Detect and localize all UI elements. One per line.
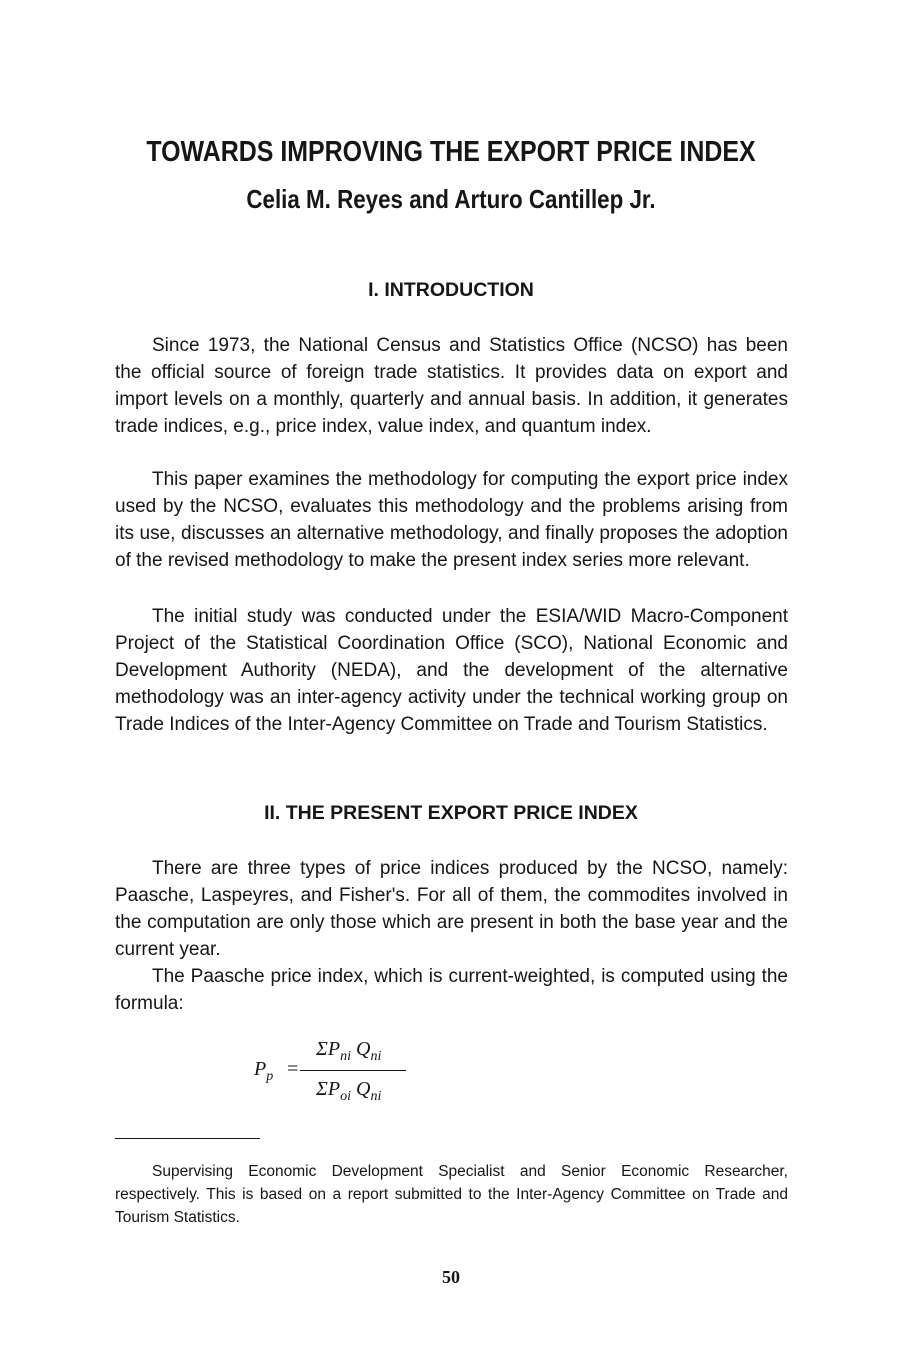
footnote-rule — [115, 1138, 260, 1139]
formula-numerator — [316, 1038, 381, 1065]
denominator-q-subscript: ni — [370, 1089, 382, 1104]
formula-lhs — [254, 1058, 273, 1085]
intro-paragraph-2: This paper examines the methodology for computing the export price index used by the NCSO, evaluates this methodology and the problems arising from its use, discusses an alternative methodology, and finally proposes the adoption of the revised methodology to make the present index series more relevant. — [115, 469, 788, 571]
page-number: 50 — [442, 1267, 460, 1287]
numerator-sigma-p: ΣP — [316, 1038, 341, 1060]
paper-title: TOWARDS IMPROVING THE EXPORT PRICE INDEX — [146, 136, 756, 168]
formula-denominator — [316, 1078, 381, 1105]
present-index-paragraph-2: The Paasche price index, which is current-weighted, is computed using the formula: — [115, 966, 788, 1014]
denominator-q: Q — [351, 1078, 371, 1100]
paper-authors: Celia M. Reyes and Arturo Cantillep Jr. — [246, 184, 656, 214]
formula-equals: = — [287, 1058, 299, 1080]
intro-paragraph-3: The initial study was conducted under the ESIA/WID Macro-Component Project of the Statistical Coordination Office (SCO), National Economic and Development Authority (NEDA), and the development of the alternative methodology was an inter-agency activity under the technical working group on Trade Indices of the Inter-Agency Committee on Trade and Tourism Statistics. — [115, 606, 788, 735]
numerator-q-subscript: ni — [370, 1049, 382, 1064]
section-heading-introduction: I. INTRODUCTION — [368, 279, 534, 301]
intro-paragraph-1: Since 1973, the National Census and Statistics Office (NCSO) has been the official source of foreign trade statistics. It provides data on export and import levels on a monthly, quarterly and annual basis. In addition, it generates trade indices, e.g., price index, value index, and quantum index. — [115, 335, 788, 437]
paasche-formula — [254, 1038, 434, 1108]
numerator-q: Q — [351, 1038, 371, 1060]
section-heading-present-index: II. THE PRESENT EXPORT PRICE INDEX — [264, 802, 638, 824]
denominator-sigma-p: ΣP — [316, 1078, 341, 1100]
fraction-bar — [300, 1070, 406, 1071]
formula-lhs-subscript: p — [266, 1069, 274, 1084]
formula-lhs-symbol: P — [254, 1058, 267, 1080]
denominator-p-subscript: oi — [340, 1089, 351, 1104]
author-footnote: Supervising Economic Development Specialist and Senior Economic Researcher, respectively. This is based on a report submitted to the Inter-Agency Committee on Trade and Tourism Statistics. — [115, 1163, 788, 1226]
present-index-paragraph-1: There are three types of price indices produced by the NCSO, namely: Paasche, Laspeyres, and Fisher's. For all of them, the commodites involved in the computation are only those which are present in both the base year and the current year. — [115, 858, 788, 960]
numerator-p-subscript: ni — [340, 1049, 351, 1064]
